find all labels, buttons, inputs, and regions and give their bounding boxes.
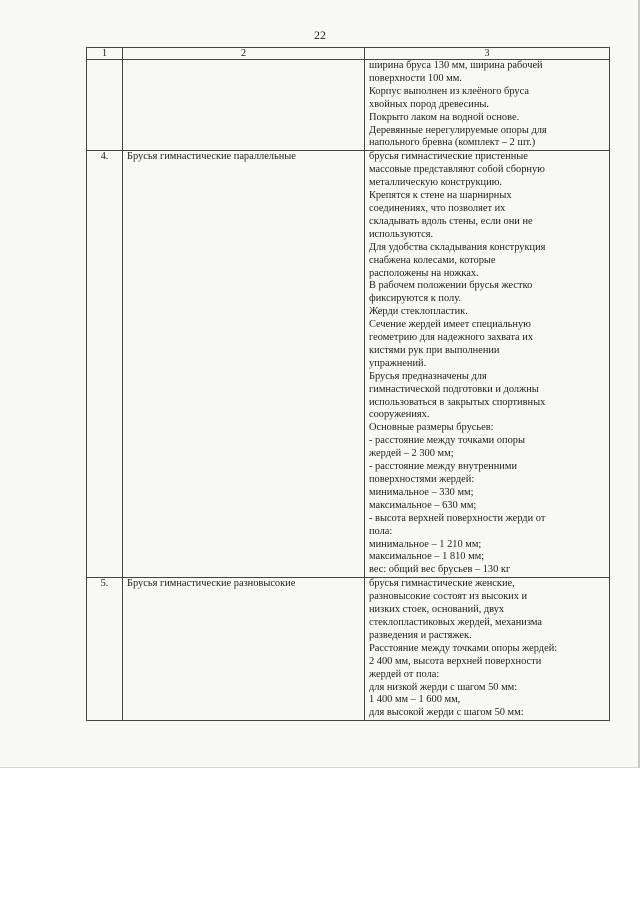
description-line: минимальное – 1 210 мм; — [369, 538, 482, 550]
description-line: Сечение жердей имеет специальную — [369, 319, 531, 331]
description-line: использоваться в закрытых спортивных — [369, 396, 546, 408]
description-line: Брусья предназначены для — [369, 370, 487, 382]
description-line: максимальное – 1 810 мм; — [369, 551, 485, 563]
description-line: минимальное – 330 мм; — [369, 486, 474, 498]
description-line: кистями рук при выполнении — [369, 344, 500, 356]
description-line: разведения и растяжек. — [369, 629, 472, 641]
item-description-cell — [365, 151, 610, 578]
description-line: низких стоек, оснований, двух — [369, 604, 505, 616]
item-number-cell — [87, 60, 123, 151]
description-line: ширина бруса 130 мм, ширина рабочей — [369, 60, 543, 71]
description-line: стеклопластиковых жердей, механизма — [369, 616, 542, 628]
item-name-cell: Брусья гимнастические параллельные — [123, 151, 365, 578]
description-line: складывать вдоль стены, если они не — [369, 215, 533, 227]
description-line: поверхностями жердей: — [369, 474, 475, 485]
item-name-cell: Брусья гимнастические разновысокие — [123, 578, 365, 721]
description-line: для низкой жерди с шагом 50 мм: — [369, 681, 518, 693]
table-row — [87, 151, 610, 578]
description-line: В рабочем положении брусья жестко — [369, 280, 533, 292]
description-line: хвойных пород древесины. — [369, 98, 489, 110]
column-header-3: 3 — [365, 48, 610, 60]
description-line: разновысокие состоят из высоких и — [369, 591, 528, 603]
column-header-1: 1 — [87, 48, 123, 60]
description-line: Расстояние между точками опоры жердей: — [369, 642, 558, 654]
description-line: - расстояние между внутренними — [369, 461, 518, 473]
description-line: фиксируются к полу. — [369, 293, 461, 305]
description-line: брусья гимнастические женские, — [369, 578, 515, 590]
item-number-cell: 4. — [87, 151, 123, 578]
table-body — [87, 60, 610, 721]
column-header-2: 2 — [123, 48, 365, 60]
specification-table — [86, 47, 610, 721]
table-row — [87, 60, 610, 151]
description-line: снабжена колесами, которые — [369, 254, 496, 266]
table-row — [87, 578, 610, 721]
description-line: расположены на ножках. — [369, 267, 479, 279]
description-line: пола: — [369, 525, 393, 537]
description-line: гимнастической подготовки и должны — [369, 383, 539, 395]
description-line: брусья гимнастические пристенные — [369, 151, 528, 163]
page-number: 22 — [314, 28, 326, 42]
description-line: напольного бревна (комплект – 2 шт.) — [369, 137, 536, 149]
description-line: 2 400 мм, высота верхней поверхности — [369, 655, 542, 667]
description-line: - высота верхней поверхности жерди от — [369, 512, 546, 524]
description-line: Для удобства складывания конструкция — [369, 241, 546, 253]
item-description-cell — [365, 578, 610, 721]
description-line: металлическую конструкцию. — [369, 177, 502, 189]
item-name-cell — [123, 60, 365, 151]
item-number-cell: 5. — [87, 578, 123, 721]
description-line: сооружениях. — [369, 409, 430, 421]
description-line: вес: общий вес брусьев – 130 кг — [369, 564, 511, 576]
table-header-row — [87, 48, 610, 60]
description-line: 1 400 мм – 1 600 мм, — [369, 694, 461, 706]
description-line: упражнений. — [369, 357, 427, 369]
description-line: используются. — [369, 228, 434, 240]
description-line: максимальное – 630 мм; — [369, 499, 477, 511]
description-line: для высокой жерди с шагом 50 мм: — [369, 707, 524, 719]
item-description-cell — [365, 60, 610, 151]
description-line: Покрыто лаком на водной основе. — [369, 111, 520, 123]
description-line: Основные размеры брусьев: — [369, 422, 494, 434]
description-line: геометрию для надежного захвата их — [369, 332, 534, 344]
description-line: Корпус выполнен из клеёного бруса — [369, 85, 529, 97]
description-line: Крепятся к стене на шарнирных — [369, 190, 512, 202]
description-line: - расстояние между точками опоры — [369, 435, 525, 447]
description-line: Жерди стеклопластик. — [369, 306, 468, 318]
description-line: жердей – 2 300 мм; — [369, 448, 454, 460]
description-line: жердей от пола: — [369, 668, 440, 680]
description-line: соединениях, что позволяет их — [369, 202, 506, 214]
description-line: массовые представляют собой сборную — [369, 164, 545, 176]
description-line: поверхности 100 мм. — [369, 72, 462, 84]
description-line: Деревянные нерегулируемые опоры для — [369, 124, 547, 136]
